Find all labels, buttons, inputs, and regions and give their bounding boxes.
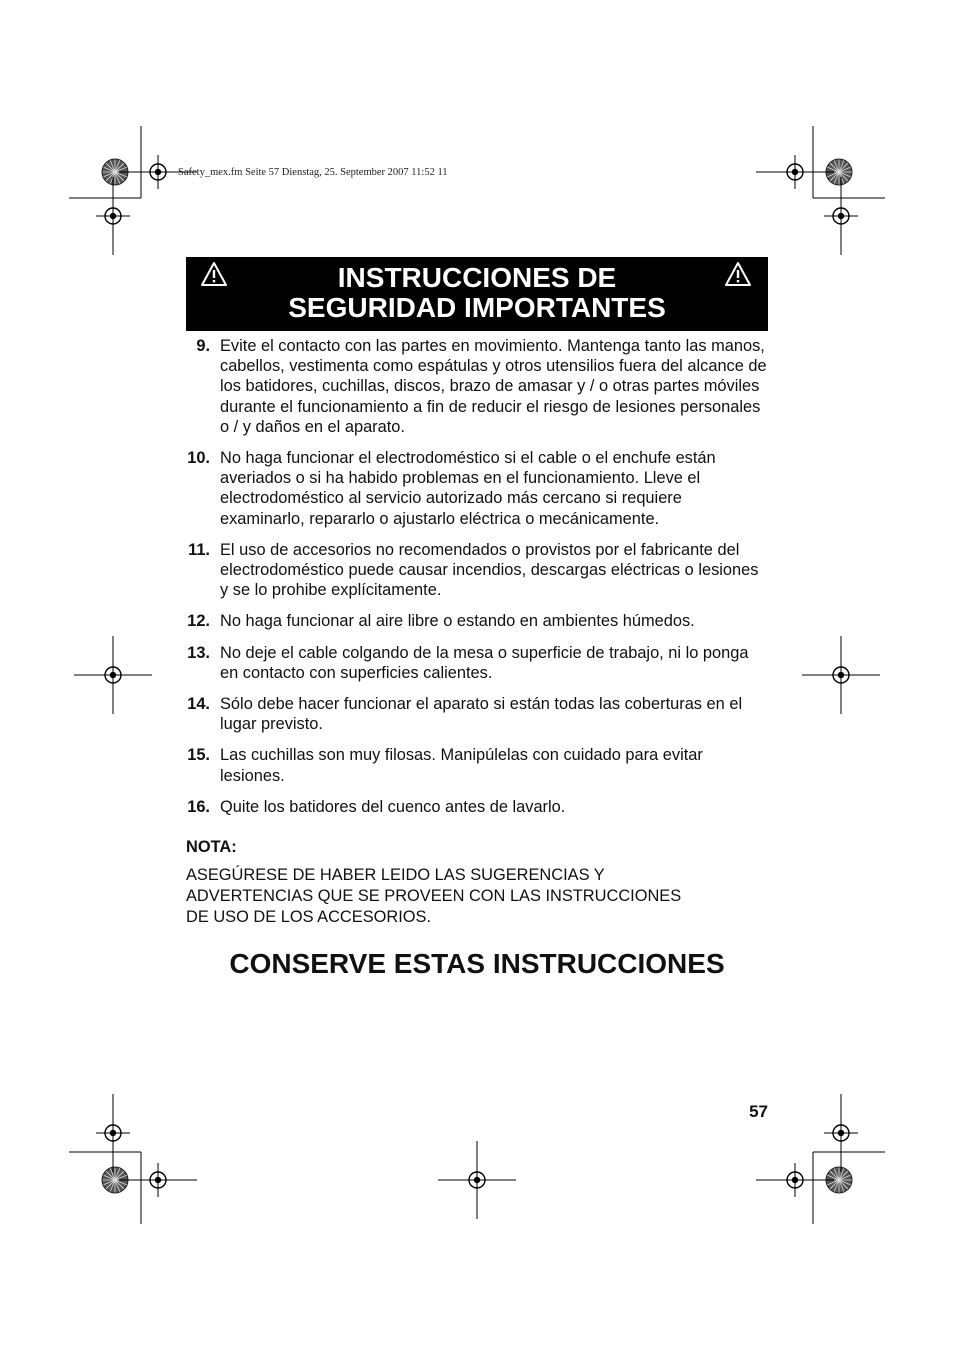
- item-text: No haga funcionar al aire libre o estando en ambientes húmedos.: [220, 612, 695, 631]
- list-item: [186, 745, 770, 785]
- item-text: No haga funcionar el electrodoméstico si el cable o el enchufe están averiados o si ha habido problemas en el funcionamiento. Lleve el electrodoméstico al servicio autorizado más cercano si requiere examinarlo, repararlo o ajustarlo eléctrica o mecánicamente.: [220, 449, 716, 528]
- item-number: 9.: [196, 337, 210, 355]
- item-number: 16.: [187, 797, 210, 816]
- note-label: NOTA:: [186, 838, 237, 856]
- list-item: [186, 448, 770, 529]
- safety-title-banner: [186, 257, 768, 331]
- page-number: 57: [749, 1102, 768, 1121]
- closing-heading: CONSERVE ESTAS INSTRUCCIONES: [229, 948, 725, 979]
- page-title: [186, 263, 768, 323]
- item-number: 13.: [187, 643, 210, 662]
- printer-slug-line: Safety_mex.fm Seite 57 Dienstag, 25. September 2007 11:52 11: [178, 167, 448, 178]
- item-number: 12.: [187, 612, 210, 631]
- item-text: Quite los batidores del cuenco antes de lavarlo.: [220, 797, 566, 816]
- list-item: [186, 540, 770, 601]
- title-line-2: SEGURIDAD IMPORTANTES: [288, 292, 666, 323]
- list-item: [186, 611, 770, 631]
- item-number: 10.: [187, 449, 210, 468]
- list-item: [186, 336, 770, 437]
- item-number: 11.: [188, 540, 210, 559]
- item-number: 14.: [187, 695, 210, 714]
- item-text: El uso de accesorios no recomendados o provistos por el fabricante del electrodoméstico puede causar incendios, descargas eléctricas o lesiones y se lo prohibe explícitamente.: [220, 540, 759, 600]
- list-item: [186, 643, 770, 683]
- item-text: Las cuchillas son muy filosas. Manipúlelas con cuidado para evitar lesiones.: [220, 746, 703, 785]
- list-item: [186, 797, 770, 817]
- item-text: Evite el contacto con las partes en movimiento. Mantenga tanto las manos, cabellos, vestimenta como espátulas y otros utensilios fuera del alcance de los batidores, cuchillas, discos, brazo de amasar y / o otras partes móviles durante el funcionamiento a fin de reducir el riesgo de lesiones personales o / y daños en el aparato.: [220, 337, 767, 436]
- item-number: 15.: [187, 746, 210, 765]
- title-line-1: INSTRUCCIONES DE: [337, 262, 617, 293]
- safety-instructions-list: [186, 336, 770, 828]
- note-text: ASEGÚRESE DE HABER LEIDO LAS SUGERENCIAS Y ADVERTENCIAS QUE SE PROVEEN CON LAS INSTRUCCIONES DE USO DE LOS ACCESORIOS.: [186, 866, 682, 926]
- list-item: [186, 694, 770, 734]
- warning-triangle-icon: [724, 261, 752, 287]
- item-text: No deje el cable colgando de la mesa o superficie de trabajo, ni lo ponga en contacto con superficies calientes.: [220, 643, 749, 682]
- item-text: Sólo debe hacer funcionar el aparato si están todas las coberturas en el lugar previsto.: [220, 695, 743, 734]
